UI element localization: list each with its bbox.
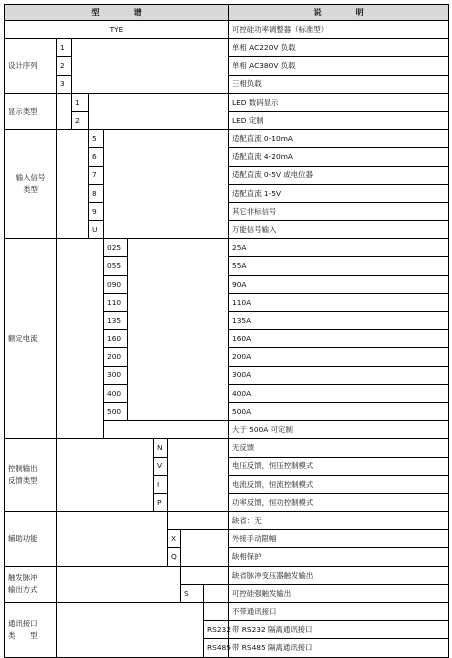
blank-cell <box>89 93 229 111</box>
blank-cell <box>168 493 229 511</box>
feedback-description: 无反馈 <box>229 439 449 457</box>
series-code: 2 <box>57 57 72 75</box>
feedback-code: P <box>154 493 168 511</box>
tye-row <box>5 21 449 39</box>
current-description: 110A <box>229 293 449 311</box>
feedback-description: 功率反馈，恒功控制模式 <box>229 493 449 511</box>
blank-cell <box>128 402 229 420</box>
current-row <box>5 239 449 257</box>
series-code: 1 <box>57 39 72 57</box>
blank-cell <box>181 566 229 584</box>
series-row <box>5 57 449 75</box>
display-code: 2 <box>72 111 89 129</box>
feedback-code: V <box>154 457 168 475</box>
feedback-row <box>5 439 449 457</box>
current-code: 400 <box>104 384 128 402</box>
current-code: 110 <box>104 293 128 311</box>
current-description: 大于 500A 可定制 <box>229 421 449 439</box>
blank-cell <box>168 475 229 493</box>
aux-description: 缺省：无 <box>229 512 449 530</box>
input-description: 适配直流 1-5V <box>229 184 449 202</box>
blank-cell <box>168 457 229 475</box>
current-description: 55A <box>229 257 449 275</box>
blank-cell <box>128 384 229 402</box>
series-code: 3 <box>57 75 72 93</box>
comm-label-line1: 通讯接口 <box>8 618 38 628</box>
display-row <box>5 111 449 129</box>
current-description: 90A <box>229 275 449 293</box>
current-description: 25A <box>229 239 449 257</box>
blank-cell <box>104 421 229 439</box>
blank-cell <box>72 57 229 75</box>
blank-cell <box>104 184 229 202</box>
tye-code: TYE <box>5 21 229 39</box>
comm-code: RS232 <box>204 621 229 639</box>
input-label-line1: 输入信号 <box>15 173 46 183</box>
blank-cell <box>72 39 229 57</box>
blank-cell <box>204 603 229 621</box>
comm-description: 带 RS232 隔离通讯接口 <box>229 621 449 639</box>
feedback-label-line1: 控制输出 <box>8 464 38 474</box>
comm-row <box>5 603 449 621</box>
blank-cell <box>168 439 229 457</box>
feedback-label-line2: 反馈类型 <box>8 476 38 486</box>
comm-code: RS485 <box>204 639 229 657</box>
blank-cell <box>128 348 229 366</box>
header-model: 型谱 <box>5 5 229 21</box>
feedback-code: I <box>154 475 168 493</box>
blank-cell <box>57 566 181 602</box>
trigger-code: S <box>181 584 204 602</box>
input-description: 适配直流 0-10mA <box>229 130 449 148</box>
blank-cell <box>57 130 89 239</box>
display-label: 显示类型 <box>5 93 57 129</box>
display-description: LED 数码显示 <box>229 93 449 111</box>
current-description: 300A <box>229 366 449 384</box>
current-code: 200 <box>104 348 128 366</box>
comm-description: 带 RS485 隔离通讯接口 <box>229 639 449 657</box>
series-description: 单相 AC220V 负载 <box>229 39 449 57</box>
aux-code: X <box>168 530 181 548</box>
input-code: U <box>89 221 104 239</box>
input-code: 8 <box>89 184 104 202</box>
series-description: 单相 AC380V 负载 <box>229 57 449 75</box>
current-code: 055 <box>104 257 128 275</box>
aux-label: 辅助功能 <box>5 512 57 567</box>
blank-cell <box>57 603 204 658</box>
current-code: 025 <box>104 239 128 257</box>
blank-cell <box>57 512 168 567</box>
aux-description: 缺相保护 <box>229 548 449 566</box>
blank-cell <box>104 166 229 184</box>
aux-row <box>5 512 449 530</box>
feedback-label <box>5 439 57 512</box>
input-code: 6 <box>89 148 104 166</box>
blank-cell <box>72 75 229 93</box>
series-row <box>5 39 449 57</box>
input-description: 其它非标信号 <box>229 202 449 220</box>
comm-description: 不带通讯接口 <box>229 603 449 621</box>
input-code: 5 <box>89 130 104 148</box>
input-code: 7 <box>89 166 104 184</box>
current-code: 135 <box>104 312 128 330</box>
comm-label-line2: 类 型 <box>8 630 38 640</box>
blank-cell <box>181 530 229 548</box>
blank-cell <box>104 202 229 220</box>
blank-cell <box>128 239 229 257</box>
current-description: 135A <box>229 312 449 330</box>
blank-cell <box>181 548 229 566</box>
blank-cell <box>104 148 229 166</box>
blank-cell <box>57 93 72 129</box>
feedback-description: 电流反馈，恒流控制模式 <box>229 475 449 493</box>
current-code: 160 <box>104 330 128 348</box>
display-description: LED 定制 <box>229 111 449 129</box>
display-code: 1 <box>72 93 89 111</box>
header-row <box>5 5 449 21</box>
current-code: 300 <box>104 366 128 384</box>
blank-cell <box>104 221 229 239</box>
current-description: 160A <box>229 330 449 348</box>
current-label: 额定电流 <box>5 239 57 439</box>
trigger-description: 可控硅强触发输出 <box>229 584 449 602</box>
current-description: 500A <box>229 402 449 420</box>
blank-cell <box>128 312 229 330</box>
input-description: 适配直流 4-20mA <box>229 148 449 166</box>
blank-cell <box>57 439 154 512</box>
trigger-description: 缺省脉冲变压器触发输出 <box>229 566 449 584</box>
current-code: 500 <box>104 402 128 420</box>
header-description: 说明 <box>229 5 449 21</box>
comm-label <box>5 603 57 658</box>
blank-cell <box>128 366 229 384</box>
input-description: 适配直流 0-5V 或电位器 <box>229 166 449 184</box>
blank-cell <box>204 584 229 602</box>
feedback-code: N <box>154 439 168 457</box>
current-description: 200A <box>229 348 449 366</box>
input-description: 万能信号输入 <box>229 221 449 239</box>
aux-code: Q <box>168 548 181 566</box>
blank-cell <box>128 257 229 275</box>
blank-cell <box>128 275 229 293</box>
input-code: 9 <box>89 202 104 220</box>
trigger-label-line1: 触发脉冲 <box>8 573 38 583</box>
series-description: 三相负载 <box>229 75 449 93</box>
blank-cell <box>128 293 229 311</box>
blank-cell <box>57 239 104 439</box>
aux-description: 外接手动限幅 <box>229 530 449 548</box>
tye-description: 可控硅功率调整器（标准型） <box>229 21 449 39</box>
blank-cell <box>168 512 229 530</box>
blank-cell <box>128 330 229 348</box>
trigger-label-line2: 输出方式 <box>8 585 38 595</box>
input-row <box>5 130 449 148</box>
current-code: 090 <box>104 275 128 293</box>
trigger-label <box>5 566 57 602</box>
trigger-row <box>5 566 449 584</box>
series-row <box>5 75 449 93</box>
input-label <box>5 130 57 239</box>
input-label-line2: 类型 <box>23 185 38 195</box>
blank-cell <box>104 130 229 148</box>
feedback-description: 电压反馈，恒压控制模式 <box>229 457 449 475</box>
series-label: 设计序列 <box>5 39 57 94</box>
display-row <box>5 93 449 111</box>
blank-cell <box>89 111 229 129</box>
current-description: 400A <box>229 384 449 402</box>
model-spec-table <box>4 4 449 658</box>
